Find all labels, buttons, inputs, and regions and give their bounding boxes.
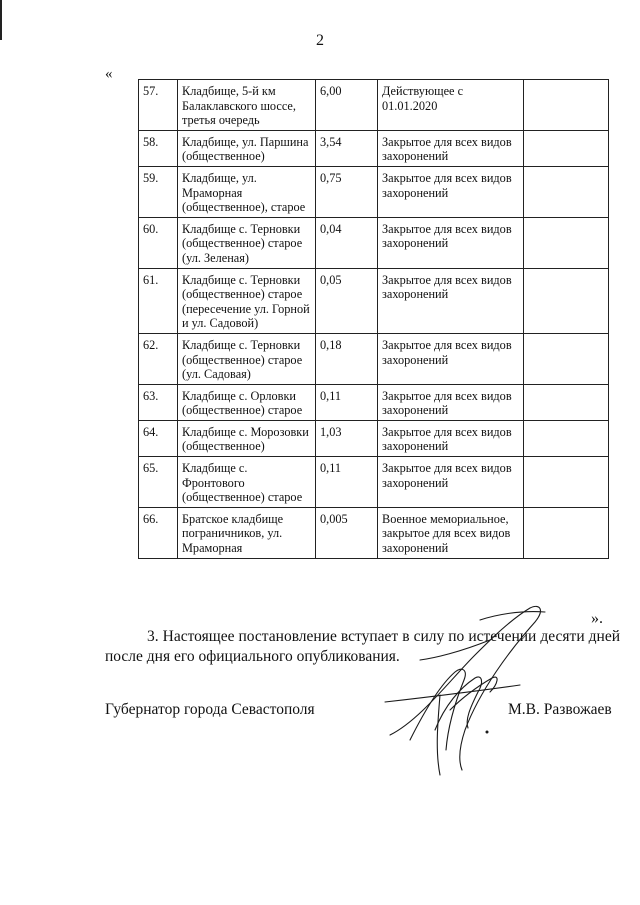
table-row [139, 130, 609, 166]
status-cell: Закрытое для всех видов захоронений [378, 217, 524, 268]
handwritten-signature-icon [380, 600, 560, 780]
cemetery-name-cell: Кладбище с. Терновки (общественное) старое (ул. Зеленая) [178, 217, 316, 268]
row-number-cell: 59. [139, 166, 178, 217]
note-cell [524, 80, 609, 131]
status-cell: Военное мемориальное, закрытое для всех видов захоронений [378, 507, 524, 558]
area-cell: 0,05 [316, 268, 378, 333]
note-cell [524, 333, 609, 384]
table-row [139, 333, 609, 384]
area-cell: 0,04 [316, 217, 378, 268]
row-number-cell: 57. [139, 80, 178, 131]
note-cell [524, 130, 609, 166]
cemetery-name-cell: Кладбище, ул. Мраморная (общественное), старое [178, 166, 316, 217]
table-row [139, 80, 609, 131]
note-cell [524, 384, 609, 420]
cemetery-name-cell: Кладбище с. Морозовки (общественное) [178, 420, 316, 456]
note-cell [524, 268, 609, 333]
cemetery-name-cell: Кладбище с. Терновки (общественное) старое (пересечение ул. Горной и ул. Садовой) [178, 268, 316, 333]
area-cell: 0,75 [316, 166, 378, 217]
status-cell: Закрытое для всех видов захоронений [378, 420, 524, 456]
row-number-cell: 62. [139, 333, 178, 384]
closing-quote: ». [591, 610, 603, 627]
area-cell: 0,11 [316, 384, 378, 420]
status-cell: Закрытое для всех видов захоронений [378, 268, 524, 333]
page-number: 2 [316, 32, 324, 49]
table-row [139, 268, 609, 333]
row-number-cell: 60. [139, 217, 178, 268]
signatory-name: М.В. Развожаев [508, 701, 612, 718]
table-row [139, 507, 609, 558]
signatory-title: Губернатор города Севастополя [105, 701, 315, 718]
table-row [139, 384, 609, 420]
area-cell: 0,18 [316, 333, 378, 384]
row-number-cell: 63. [139, 384, 178, 420]
row-number-cell: 61. [139, 268, 178, 333]
cemetery-name-cell: Кладбище с. Орловки (общественное) старое [178, 384, 316, 420]
status-cell: Закрытое для всех видов захоронений [378, 333, 524, 384]
area-cell: 3,54 [316, 130, 378, 166]
status-cell: Закрытое для всех видов захоронений [378, 130, 524, 166]
area-cell: 1,03 [316, 420, 378, 456]
cemetery-name-cell: Братское кладбище пограничников, ул. Мраморная [178, 507, 316, 558]
table-row [139, 457, 609, 508]
cemetery-name-cell: Кладбище с. Терновки (общественное) старое (ул. Садовая) [178, 333, 316, 384]
area-cell: 0,11 [316, 457, 378, 508]
cemetery-registry-table [138, 79, 609, 559]
note-cell [524, 420, 609, 456]
cemetery-name-cell: Кладбище с. Фронтового (общественное) старое [178, 457, 316, 508]
row-number-cell: 64. [139, 420, 178, 456]
area-cell: 6,00 [316, 80, 378, 131]
note-cell [524, 217, 609, 268]
row-number-cell: 66. [139, 507, 178, 558]
table-row [139, 166, 609, 217]
note-cell [524, 457, 609, 508]
table-row [139, 217, 609, 268]
cemetery-name-cell: Кладбище, 5-й км Балаклавского шоссе, третья очередь [178, 80, 316, 131]
status-cell: Закрытое для всех видов захоронений [378, 166, 524, 217]
cemetery-name-cell: Кладбище, ул. Паршина (общественное) [178, 130, 316, 166]
row-number-cell: 65. [139, 457, 178, 508]
effective-date-clause: 3. Настоящее постановление вступает в силу по истечении десяти дней после дня его официального опубликования. [105, 628, 620, 665]
note-cell [524, 507, 609, 558]
opening-quote: « [105, 66, 113, 82]
status-cell: Закрытое для всех видов захоронений [378, 384, 524, 420]
area-cell: 0,005 [316, 507, 378, 558]
note-cell [524, 166, 609, 217]
registry-table-body [139, 80, 609, 559]
status-cell: Закрытое для всех видов захоронений [378, 457, 524, 508]
status-cell: Действующее с 01.01.2020 [378, 80, 524, 131]
table-row [139, 420, 609, 456]
row-number-cell: 58. [139, 130, 178, 166]
